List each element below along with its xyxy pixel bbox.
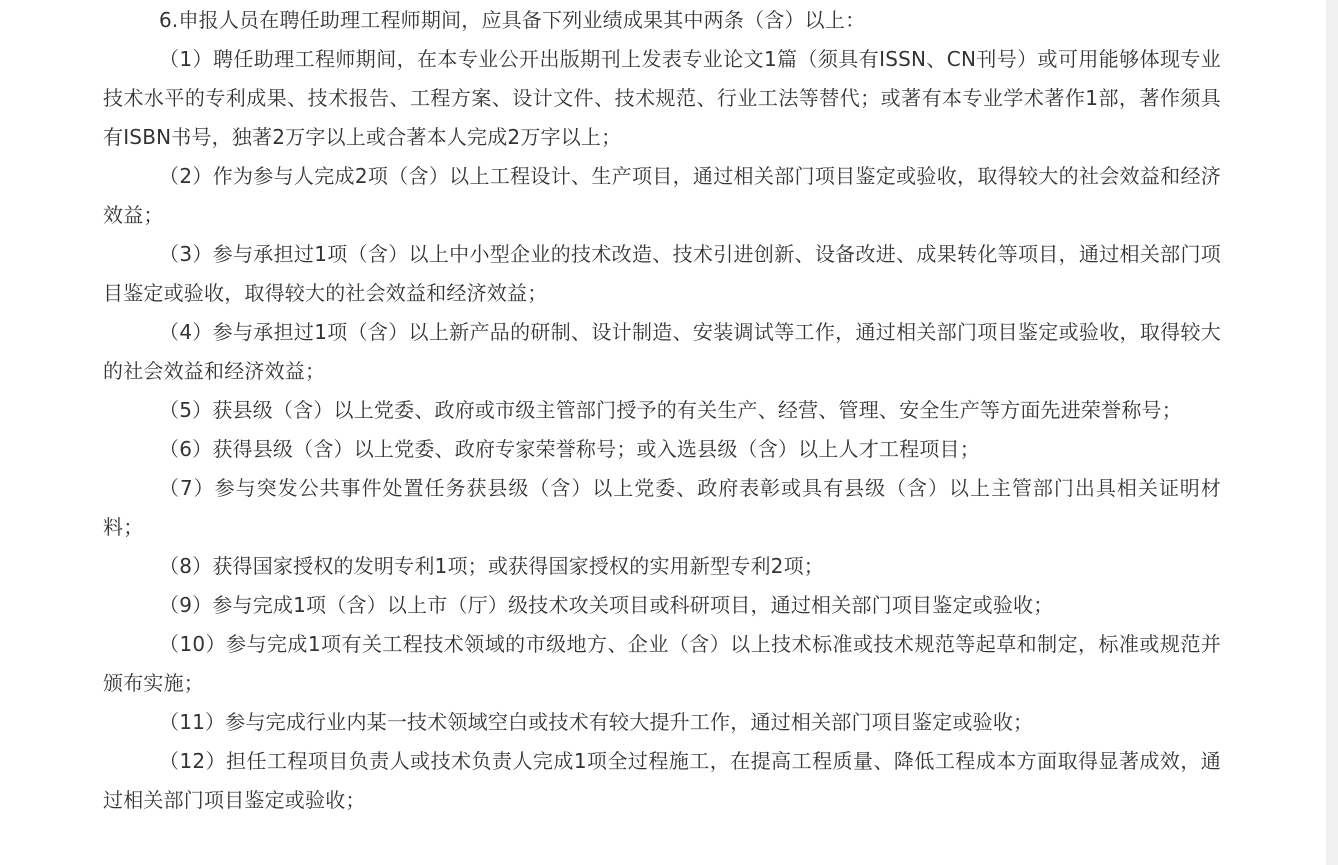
requirement-item-4: （4）参与承担过1项（含）以上新产品的研制、设计制造、安装调试等工作，通过相关部门项目鉴定或验收，取得较大的社会效益和经济效益； (103, 320, 1221, 383)
requirement-item-2: （2）作为参与人完成2项（含）以上工程设计、生产项目，通过相关部门项目鉴定或验收，取得较大的社会效益和经济效益； (103, 164, 1221, 227)
requirement-item-5: （5）获县级（含）以上党委、政府或市级主管部门授予的有关生产、经营、管理、安全生产等方面先进荣誉称号； (159, 398, 1182, 422)
requirement-item-8: （8）获得国家授权的发明专利1项；或获得国家授权的实用新型专利2项； (159, 554, 824, 578)
requirement-item-6: （6）获得县级（含）以上党委、政府专家荣誉称号；或入选县级（含）以上人才工程项目； (159, 437, 980, 461)
requirement-heading: 6.申报人员在聘任助理工程师期间，应具备下列业绩成果其中两条（含）以上： (159, 8, 866, 32)
requirement-item-9: （9）参与完成1项（含）以上市（厅）级技术攻关项目或科研项目，通过相关部门项目鉴定或验收； (159, 593, 1054, 617)
requirement-item-12: （12）担任工程项目负责人或技术负责人完成1项全过程施工，在提高工程质量、降低工程成本方面取得显著成效，通过相关部门项目鉴定或验收； (103, 749, 1221, 812)
requirement-item-7: （7）参与突发公共事件处置任务获县级（含）以上党委、政府表彰或具有县级（含）以上主管部门出具相关证明材料； (103, 476, 1221, 539)
requirement-item-10: （10）参与完成1项有关工程技术领域的市级地方、企业（含）以上技术标准或技术规范等起草和制定，标准或规范并颁布实施； (103, 632, 1221, 695)
requirement-item-11: （11）参与完成行业内某一技术领域空白或技术有较大提升工作，通过相关部门项目鉴定或验收； (159, 710, 1034, 734)
requirement-item-1: （1）聘任助理工程师期间，在本专业公开出版期刊上发表专业论文1篇（须具有ISSN、CN刊号）或可用能够体现专业技术水平的专利成果、技术报告、工程方案、设计文件、技术规范、行业工法等替代；或著有本专业学术著作1部，著作须具有ISBN书号，独著2万字以上或合著本人完成2万字以上； (103, 47, 1221, 149)
vertical-scrollbar[interactable] (1326, 0, 1338, 865)
requirement-item-3: （3）参与承担过1项（含）以上中小型企业的技术改造、技术引进创新、设备改进、成果转化等项目，通过相关部门项目鉴定或验收，取得较大的社会效益和经济效益； (103, 242, 1221, 305)
article-content (103, 0, 1221, 820)
